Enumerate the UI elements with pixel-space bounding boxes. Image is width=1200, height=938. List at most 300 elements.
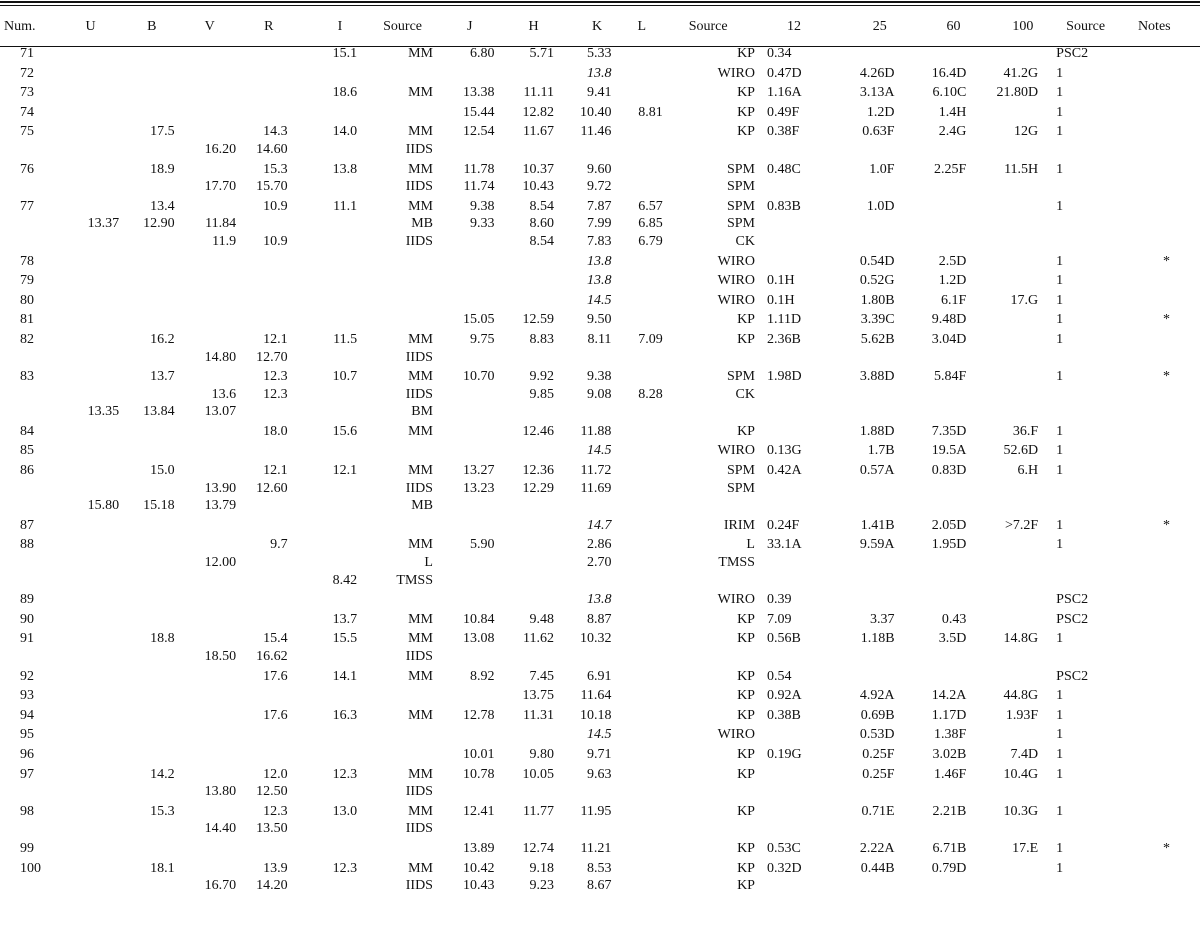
cell-v: 18.50: [204, 649, 237, 664]
cell-l: [619, 764, 670, 784]
cell-j: [441, 589, 500, 609]
cell-r: [244, 589, 306, 609]
cell-source-optical: IIDS: [405, 649, 433, 664]
cell-source-iras: 1: [1056, 443, 1064, 459]
cell-l: [619, 63, 670, 83]
cell-j: [441, 141, 500, 159]
cell-source-ir: SPM: [726, 161, 755, 177]
cell-u: [62, 764, 124, 784]
cell-u: [62, 63, 124, 83]
cell-f60: [905, 403, 977, 421]
cell-l: [619, 554, 670, 572]
cell-k: 14.5: [586, 443, 612, 459]
cell-l: [619, 783, 670, 801]
cell-r: [244, 403, 306, 421]
cell-num: 75: [20, 124, 34, 140]
cell-source-iras: 1: [1056, 746, 1064, 762]
cell-r: 12.3: [263, 803, 288, 819]
cell-r: [244, 63, 306, 83]
cell-source-iras: 1: [1056, 517, 1064, 533]
cell-source-ir: [671, 497, 761, 515]
cell-source-ir: KP: [737, 104, 755, 120]
cell-j: [441, 270, 500, 290]
cell-r: [244, 838, 306, 858]
cell-v: [185, 270, 244, 290]
cell-r: [244, 554, 306, 572]
cell-source-optical: [367, 515, 441, 535]
cell-notes: [1122, 63, 1200, 83]
cell-num: [0, 141, 62, 159]
cell-f12: 0.38F: [766, 124, 800, 140]
cell-num: 88: [20, 537, 34, 553]
cell-source-ir: SPM: [726, 198, 755, 214]
cell-h: 10.37: [522, 161, 554, 177]
cell-f60: [905, 233, 977, 251]
cell-source-optical: [367, 102, 441, 122]
cell-v: [185, 628, 244, 648]
cell-source-ir: KP: [737, 860, 755, 876]
cell-h: 11.31: [522, 707, 554, 723]
cell-u: 15.80: [87, 498, 120, 514]
cell-f25: 4.26D: [859, 65, 895, 81]
cell-notes: [1122, 141, 1200, 159]
cell-f25: 5.62B: [860, 331, 895, 347]
cell-f25: 0.57A: [859, 463, 895, 479]
cell-k: 11.95: [580, 803, 612, 819]
cell-j: [441, 685, 500, 705]
table-row: [0, 783, 1200, 801]
cell-b: [123, 534, 185, 554]
cell-h: 11.67: [522, 124, 554, 140]
cell-j: [441, 251, 500, 271]
cell-f25: 4.92A: [859, 688, 895, 704]
cell-k: 11.64: [580, 688, 612, 704]
table-row: [0, 572, 1200, 590]
cell-j: 10.42: [462, 860, 495, 876]
cell-f12: 0.42A: [766, 463, 802, 479]
cell-u: [62, 838, 124, 858]
cell-u: [62, 251, 124, 271]
table-row: [0, 440, 1200, 460]
cell-k: [560, 403, 619, 421]
cell-v: [185, 744, 244, 764]
cell-f25: 1.88D: [859, 423, 895, 439]
cell-l: [619, 141, 670, 159]
cell-h: [500, 251, 559, 271]
cell-l: [619, 366, 670, 386]
cell-f12: [761, 141, 833, 159]
table-row: [0, 820, 1200, 838]
table-row: [0, 858, 1200, 878]
cell-k: [560, 497, 619, 515]
cell-source-iras: 1: [1056, 85, 1064, 101]
cell-f12: 0.49F: [766, 104, 800, 120]
cell-f100: 6.H: [1017, 463, 1039, 479]
cell-f25: [833, 233, 905, 251]
cell-source-ir: KP: [737, 803, 755, 819]
cell-f60: 2.05D: [931, 517, 967, 533]
cell-f100: [976, 196, 1050, 216]
cell-f100: [976, 724, 1050, 744]
table-row: [0, 349, 1200, 367]
cell-source-optical: MM: [408, 198, 433, 214]
cell-u: [62, 685, 124, 705]
cell-f100: [976, 251, 1050, 271]
cell-source-ir: KP: [737, 331, 755, 347]
cell-f12: [761, 386, 833, 404]
cell-f25: 0.25F: [862, 746, 895, 762]
cell-i: [306, 178, 368, 196]
cell-source-iras: 1: [1056, 727, 1064, 743]
cell-source-iras: [1050, 877, 1122, 895]
table-row: [0, 159, 1200, 179]
cell-r: 16.62: [256, 649, 288, 664]
table-row: [0, 877, 1200, 895]
cell-f100: 10.3G: [1003, 803, 1039, 819]
cell-source-iras: 1: [1056, 273, 1064, 289]
cell-i: 8.42: [332, 572, 358, 588]
cell-f100: [976, 45, 1050, 63]
cell-j: 5.90: [469, 537, 495, 553]
cell-j: 13.27: [462, 463, 495, 479]
cell-num: [0, 554, 62, 572]
cell-f60: 5.84F: [934, 369, 967, 385]
cell-r: [244, 309, 306, 329]
cell-source-ir: [671, 648, 761, 666]
table-row: [0, 309, 1200, 329]
cell-k: 9.38: [586, 369, 612, 385]
cell-notes: [1122, 290, 1200, 310]
table-row: [0, 403, 1200, 421]
cell-k: 8.67: [586, 878, 612, 894]
cell-l: [619, 820, 670, 838]
cell-b: [123, 270, 185, 290]
cell-i: [306, 270, 368, 290]
cell-notes: [1122, 233, 1200, 251]
cell-source-iras: 1: [1056, 688, 1064, 704]
cell-notes: [1122, 877, 1200, 895]
cell-f25: [833, 666, 905, 686]
table-row: [0, 648, 1200, 666]
cell-f25: 1.18B: [860, 631, 895, 647]
cell-source-ir: KP: [737, 611, 755, 627]
cell-k: 7.87: [586, 198, 612, 214]
cell-num: 95: [20, 727, 34, 743]
cell-source-iras: PSC2: [1056, 592, 1089, 608]
cell-notes: [1122, 421, 1200, 441]
cell-l: [619, 251, 670, 271]
cell-f12: 0.24F: [766, 517, 800, 533]
cell-b: [123, 102, 185, 122]
table-body: [0, 45, 1200, 895]
cell-num: 78: [20, 253, 34, 269]
cell-source-ir: SPM: [726, 216, 755, 232]
cell-i: [306, 685, 368, 705]
cell-source-iras: 1: [1056, 198, 1064, 214]
cell-f100: 44.8G: [1003, 688, 1039, 704]
cell-notes: [1122, 121, 1200, 141]
cell-source-optical: [367, 838, 441, 858]
cell-f60: [905, 572, 977, 590]
cell-f100: [976, 270, 1050, 290]
cell-u: [62, 82, 124, 102]
cell-f12: [761, 480, 833, 498]
cell-j: [441, 648, 500, 666]
cell-num: 76: [20, 161, 34, 177]
cell-k: 14.5: [586, 727, 612, 743]
cell-b: 18.8: [150, 631, 175, 647]
cell-l: [619, 178, 670, 196]
cell-source-optical: IIDS: [405, 179, 433, 195]
cell-f12: 0.38B: [766, 707, 801, 723]
cell-l: [619, 480, 670, 498]
cell-k: 10.40: [579, 104, 612, 120]
cell-r: 17.6: [263, 707, 288, 723]
cell-j: [441, 63, 500, 83]
cell-i: [306, 251, 368, 271]
cell-f25: [833, 45, 905, 63]
cell-k: 2.70: [586, 555, 612, 571]
cell-num: [0, 820, 62, 838]
cell-l: [619, 877, 670, 895]
cell-v: [185, 329, 244, 349]
cell-f100: [976, 309, 1050, 329]
cell-r: [244, 497, 306, 515]
cell-notes: [1122, 215, 1200, 233]
cell-r: 12.1: [263, 463, 288, 479]
table-row: [0, 589, 1200, 609]
cell-source-iras: [1050, 648, 1122, 666]
cell-h: 9.48: [529, 611, 554, 627]
cell-f100: 14.8G: [1003, 631, 1039, 647]
cell-f100: [976, 783, 1050, 801]
top-rule-thin: [0, 5, 1200, 6]
cell-notes: [1122, 554, 1200, 572]
cell-v: [185, 251, 244, 271]
cell-u: [62, 349, 124, 367]
table-row: [0, 270, 1200, 290]
cell-j: [441, 403, 500, 421]
cell-j: 12.78: [462, 707, 495, 723]
cell-b: 18.1: [150, 860, 175, 876]
cell-i: 15.6: [332, 423, 358, 439]
cell-r: 17.6: [263, 668, 288, 684]
table-row: [0, 45, 1200, 63]
cell-h: 11.77: [522, 803, 554, 819]
cell-f100: 21.80D: [996, 85, 1039, 101]
cell-r: 14.3: [263, 124, 288, 140]
cell-source-ir: L: [746, 537, 755, 553]
col-header-u: U: [85, 19, 96, 34]
cell-r: 10.9: [263, 198, 288, 214]
cell-j: 10.01: [462, 746, 495, 762]
col-header-l: L: [637, 19, 646, 34]
cell-h: 8.60: [529, 216, 554, 232]
cell-i: [306, 141, 368, 159]
cell-f60: [905, 877, 977, 895]
cell-f12: 0.56B: [766, 631, 801, 647]
cell-f25: [833, 497, 905, 515]
cell-f100: [976, 554, 1050, 572]
cell-r: 13.9: [263, 860, 288, 876]
col-header-r: R: [264, 19, 274, 34]
cell-num: 80: [20, 292, 34, 308]
cell-f100: [976, 480, 1050, 498]
cell-f25: [833, 877, 905, 895]
cell-v: [185, 63, 244, 83]
cell-h: [500, 290, 559, 310]
cell-source-ir: WIRO: [717, 592, 755, 608]
cell-k: 6.91: [586, 668, 612, 684]
cell-f60: 6.10C: [932, 85, 967, 101]
cell-l: [619, 270, 670, 290]
cell-k: 9.71: [586, 746, 612, 762]
cell-num: 74: [20, 104, 34, 120]
cell-h: 7.45: [529, 668, 554, 684]
cell-num: 96: [20, 746, 34, 762]
col-header-source-ir: Source: [688, 19, 728, 34]
cell-l: [619, 349, 670, 367]
cell-h: 12.82: [522, 104, 554, 120]
cell-i: [306, 877, 368, 895]
cell-f60: 1.17D: [931, 707, 967, 723]
cell-f100: 52.6D: [1003, 443, 1039, 459]
cell-i: [306, 403, 368, 421]
cell-f100: [976, 141, 1050, 159]
cell-f12: [761, 877, 833, 895]
table-row: [0, 838, 1200, 858]
col-header-notes: Notes: [1137, 19, 1171, 34]
cell-f12: 2.36B: [766, 331, 801, 347]
cell-f25: 0.44B: [860, 860, 895, 876]
cell-i: 14.0: [332, 124, 358, 140]
cell-source-ir: WIRO: [717, 292, 755, 308]
cell-i: [306, 724, 368, 744]
cell-f100: [976, 403, 1050, 421]
cell-f25: [833, 820, 905, 838]
cell-h: 12.36: [522, 463, 554, 479]
cell-v: [185, 534, 244, 554]
cell-f100: [976, 215, 1050, 233]
cell-f25: 0.25F: [862, 766, 895, 782]
cell-v: [185, 685, 244, 705]
cell-u: [62, 820, 124, 838]
cell-source-iras: 1: [1056, 537, 1064, 553]
cell-r: 14.20: [256, 878, 288, 894]
cell-notes: [1122, 648, 1200, 666]
cell-num: 94: [20, 707, 34, 723]
cell-b: [123, 589, 185, 609]
cell-source-optical: MM: [408, 707, 433, 723]
cell-j: 13.23: [462, 480, 495, 496]
cell-num: [0, 497, 62, 515]
cell-source-ir: KP: [737, 124, 755, 140]
cell-b: [123, 572, 185, 590]
cell-u: [62, 724, 124, 744]
cell-f25: [833, 554, 905, 572]
cell-i: [306, 515, 368, 535]
cell-notes: [1122, 589, 1200, 609]
cell-b: [123, 421, 185, 441]
cell-num: 86: [20, 463, 34, 479]
cell-r: [244, 290, 306, 310]
cell-source-iras: 1: [1056, 253, 1064, 269]
cell-f60: [905, 45, 977, 63]
cell-h: 13.75: [522, 688, 554, 704]
cell-i: 15.5: [332, 631, 358, 647]
cell-source-ir: WIRO: [717, 273, 755, 289]
cell-k: 7.99: [586, 216, 612, 232]
cell-r: [244, 215, 306, 233]
cell-j: 13.89: [462, 840, 495, 856]
cell-l: [619, 403, 670, 421]
cell-v: 16.20: [204, 141, 237, 157]
cell-f12: 0.34: [766, 46, 792, 61]
cell-f12: 0.32D: [766, 860, 802, 876]
cell-f12: [761, 724, 833, 744]
cell-i: [306, 63, 368, 83]
col-header-100: 100: [1012, 19, 1034, 34]
cell-source-iras: [1050, 820, 1122, 838]
cell-h: 10.43: [522, 179, 554, 195]
cell-f25: 9.59A: [859, 537, 895, 553]
col-header-25: 25: [872, 19, 887, 34]
cell-f25: [833, 178, 905, 196]
cell-i: 16.3: [332, 707, 358, 723]
cell-h: [500, 572, 559, 590]
cell-j: [441, 572, 500, 590]
cell-u: [62, 744, 124, 764]
cell-num: 72: [20, 65, 34, 81]
cell-b: 18.9: [150, 161, 175, 177]
cell-u: [62, 877, 124, 895]
cell-v: [185, 724, 244, 744]
cell-f60: [905, 554, 977, 572]
cell-notes: [1122, 329, 1200, 349]
cell-v: [185, 666, 244, 686]
table-row: [0, 705, 1200, 725]
cell-f25: 0.69B: [860, 707, 895, 723]
cell-notes: [1122, 705, 1200, 725]
cell-h: 9.80: [529, 746, 554, 762]
cell-l: [619, 290, 670, 310]
cell-f12: 1.11D: [766, 312, 802, 328]
cell-source-iras: 1: [1056, 369, 1064, 385]
cell-f60: 6.1F: [941, 292, 967, 308]
cell-source-iras: [1050, 497, 1122, 515]
cell-f12: [761, 820, 833, 838]
cell-f12: [761, 764, 833, 784]
cell-u: [62, 801, 124, 821]
cell-j: 13.38: [462, 85, 495, 101]
cell-b: [123, 877, 185, 895]
cell-u: [62, 290, 124, 310]
cell-num: [0, 480, 62, 498]
cell-f60: 1.2D: [938, 273, 967, 289]
col-header-source-optical: Source: [383, 19, 423, 34]
cell-f12: [761, 233, 833, 251]
cell-source-ir: KP: [737, 85, 755, 101]
cell-num: [0, 648, 62, 666]
cell-source-iras: [1050, 386, 1122, 404]
cell-f25: [833, 386, 905, 404]
cell-h: [500, 141, 559, 159]
cell-num: 83: [20, 369, 34, 385]
cell-f60: [905, 141, 977, 159]
cell-h: 12.46: [522, 423, 554, 439]
cell-source-ir: SPM: [726, 179, 755, 195]
cell-source-iras: [1050, 233, 1122, 251]
